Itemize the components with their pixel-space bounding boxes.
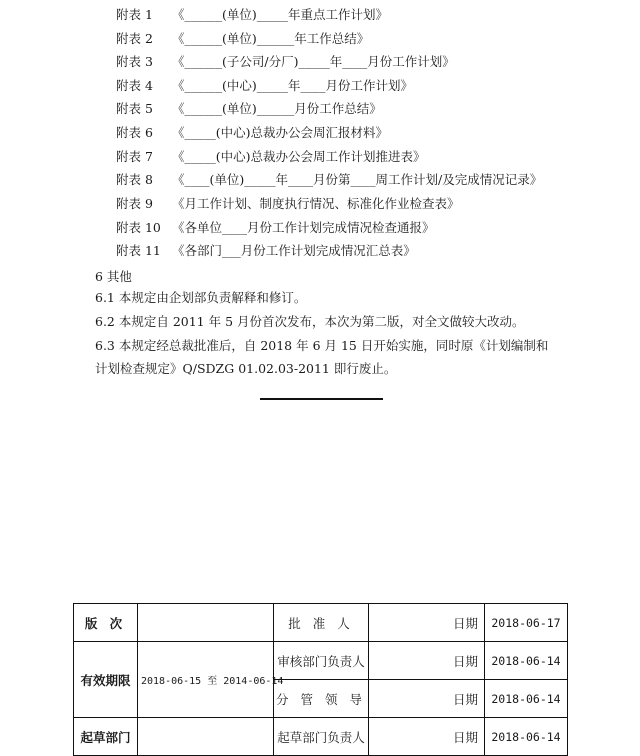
leader-date: 2018-06-14 bbox=[485, 680, 568, 718]
annex-label: 附表 11 bbox=[116, 243, 161, 258]
leader-role: 分 管 领 导 bbox=[274, 680, 369, 718]
annex-item bbox=[116, 54, 455, 70]
annex-title: 《______(单位)______月份工作总结》 bbox=[172, 101, 382, 116]
annex-label: 附表 1 bbox=[116, 7, 153, 22]
annex-item bbox=[116, 7, 388, 23]
annex-label: 附表 5 bbox=[116, 101, 153, 116]
annex-title: 《______(单位)______年工作总结》 bbox=[172, 31, 370, 46]
annex-label: 附表 3 bbox=[116, 54, 153, 69]
approval-table bbox=[73, 603, 568, 756]
annex-label: 附表 10 bbox=[116, 220, 161, 235]
annex-label: 附表 2 bbox=[116, 31, 153, 46]
table-row bbox=[74, 718, 568, 756]
approver-role: 批 准 人 bbox=[274, 604, 369, 642]
end-divider bbox=[260, 398, 383, 400]
annex-item bbox=[116, 101, 382, 117]
annex-title: 《各部门___月份工作计划完成情况汇总表》 bbox=[172, 243, 416, 258]
annex-title: 《____(单位)_____年____月份第____周工作计划/及完成情况记录》 bbox=[172, 172, 543, 187]
clause bbox=[95, 338, 548, 377]
annex-title: 《______(单位)_____年重点工作计划》 bbox=[172, 7, 389, 22]
annex-label: 附表 7 bbox=[116, 149, 153, 164]
validity-period: 2018-06-15 至 2014-06-14 bbox=[138, 642, 274, 718]
date-label: 日期 bbox=[369, 604, 485, 642]
annex-label: 附表 9 bbox=[116, 196, 153, 211]
reviewer-role: 审核部门负责人 bbox=[274, 642, 369, 680]
date-label: 日期 bbox=[369, 680, 485, 718]
table-row bbox=[74, 642, 568, 680]
clause bbox=[95, 314, 525, 330]
annex-item bbox=[116, 78, 413, 94]
annex-label: 附表 8 bbox=[116, 172, 153, 187]
annex-item bbox=[116, 149, 426, 165]
annex-label: 附表 6 bbox=[116, 125, 153, 140]
annex-item bbox=[116, 31, 369, 47]
annex-item bbox=[116, 172, 542, 188]
drafter-role: 起草部门负责人 bbox=[274, 718, 369, 756]
date-label: 日期 bbox=[369, 642, 485, 680]
annex-item bbox=[116, 243, 416, 259]
table-row bbox=[74, 604, 568, 642]
annex-title: 《_____(中心)总裁办公会周工作计划推进表》 bbox=[172, 149, 426, 164]
clause bbox=[95, 290, 306, 306]
annex-label: 附表 4 bbox=[116, 78, 153, 93]
annex-item bbox=[116, 125, 388, 141]
date-label: 日期 bbox=[369, 718, 485, 756]
annex-title: 《_____(中心)总裁办公会周汇报材料》 bbox=[172, 125, 389, 140]
clause-line: 6.2 本规定自 2011 年 5 月份首次发布，本次为第二版，对全文做较大改动。 bbox=[95, 314, 525, 329]
annex-item bbox=[116, 220, 435, 236]
version-value bbox=[138, 604, 274, 642]
validity-label: 有效期限 bbox=[74, 642, 138, 718]
review-date: 2018-06-14 bbox=[485, 642, 568, 680]
clause-line: 计划检查规定》Q/SDZG 01.02.03-2011 即行废止。 bbox=[95, 361, 397, 376]
annex-title: 《______(子公司/分厂)_____年____月份工作计划》 bbox=[172, 54, 455, 69]
drafting-dept-value bbox=[138, 718, 274, 756]
annex-title: 《月工作计划、制度执行情况、标准化作业检查表》 bbox=[172, 196, 460, 211]
section-title: 6 其他 bbox=[95, 269, 132, 284]
clause-line: 6.1 本规定由企划部负责解释和修订。 bbox=[95, 290, 307, 305]
clause-line: 6.3 本规定经总裁批准后，自 2018 年 6 月 15 日开始实施，同时原《计划编制和 bbox=[95, 338, 549, 353]
drafting-date: 2018-06-14 bbox=[485, 718, 568, 756]
drafting-dept-label: 起草部门 bbox=[74, 718, 138, 756]
annex-title: 《______(中心)_____年____月份工作计划》 bbox=[172, 78, 414, 93]
version-label: 版 次 bbox=[74, 604, 138, 642]
annex-item bbox=[116, 196, 460, 212]
approval-date: 2018-06-17 bbox=[485, 604, 568, 642]
annex-title: 《各单位____月份工作计划完成情况检查通报》 bbox=[172, 220, 435, 235]
